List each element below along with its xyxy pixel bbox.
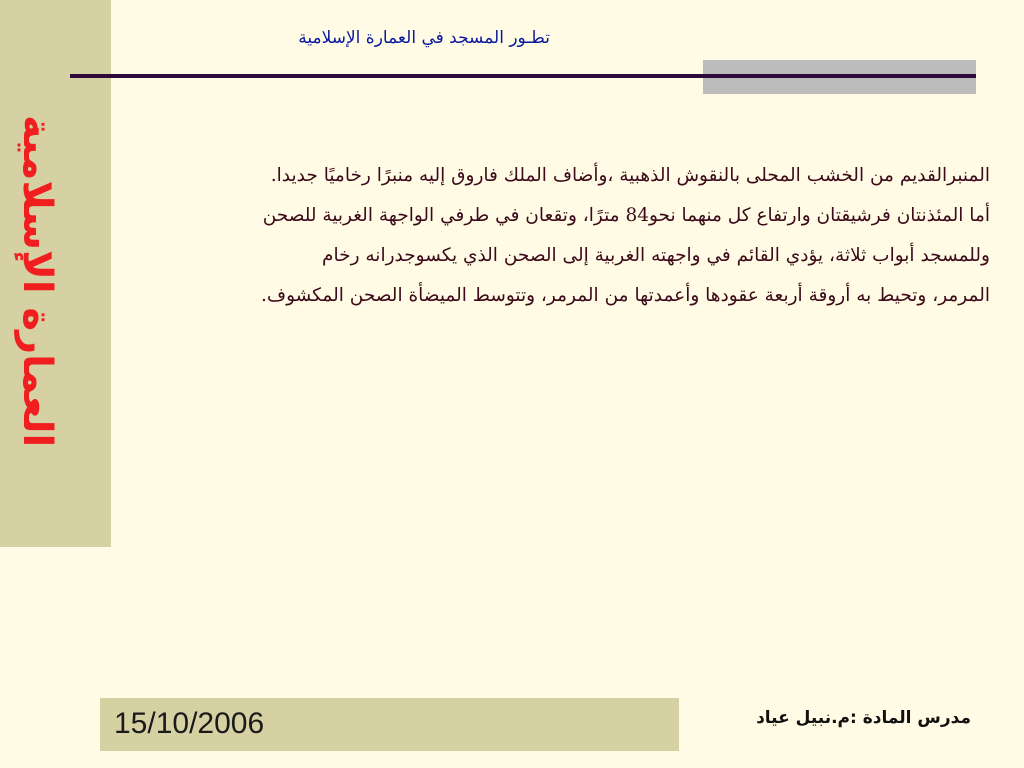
footer-instructor-panel bbox=[677, 698, 1001, 751]
title-divider bbox=[70, 74, 976, 78]
footer-instructor: مدرس المادة :م.نبيل عياد bbox=[756, 708, 971, 728]
footer-date: 15/10/2006 bbox=[114, 707, 265, 740]
slide-body bbox=[110, 156, 990, 316]
body-line: وللمسجد أبواب ثلاثة، يؤدي القائم في واجهته الغربية إلى الصحن الذي يكسوجدرانه رخام bbox=[322, 245, 990, 266]
footer-date-panel bbox=[100, 698, 675, 751]
body-line: المنبرالقديم من الخشب المحلى بالنقوش الذهبية ،وأضاف الملك فاروق إليه منبرًا رخاميًا جديدا. bbox=[270, 165, 990, 186]
body-line: أما المئذنتان فرشيقتان وارتفاع كل منهما نحو84 مترًا، وتقعان في طرفي الواجهة الغربية للصحن bbox=[262, 205, 990, 226]
side-title: العمارة الإسلامية bbox=[14, 115, 60, 448]
side-bar bbox=[0, 0, 111, 547]
footer bbox=[100, 698, 999, 751]
slide-title: تطـور المسجد في العمارة الإسلامية bbox=[298, 28, 550, 48]
body-line: المرمر، وتحيط به أروقة أربعة عقودها وأعمدتها من المرمر، وتتوسط الميضأة الصحن المكشوف. bbox=[261, 285, 990, 306]
